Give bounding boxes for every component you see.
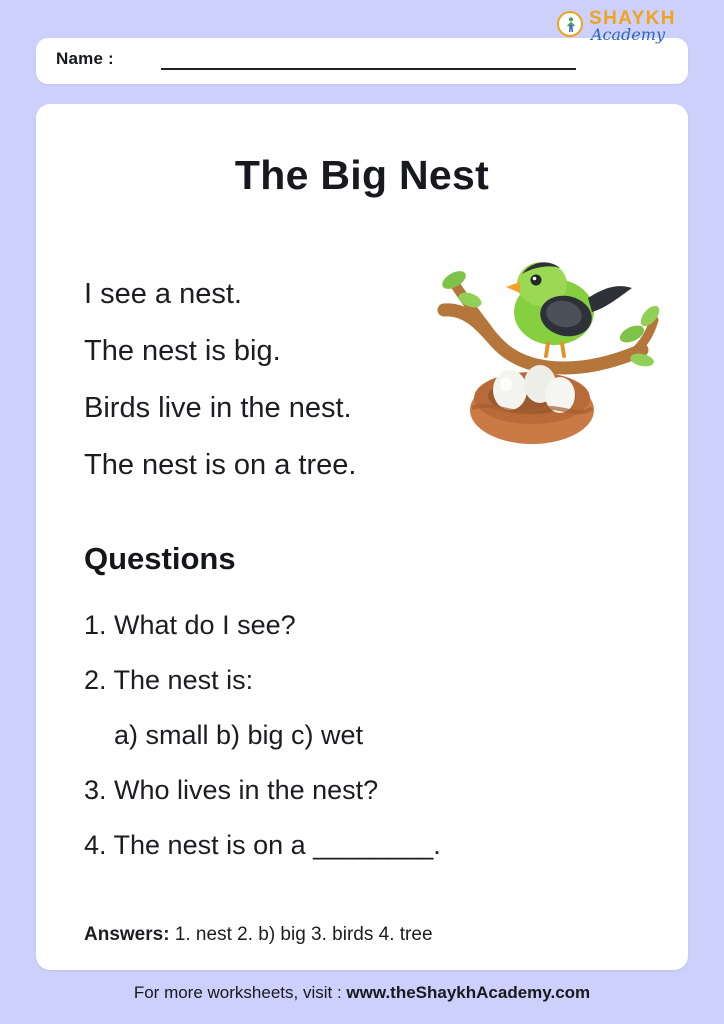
story-block [84,266,464,494]
story-line: Birds live in the nest. [84,392,352,424]
story-line: The nest is big. [84,335,281,367]
person-glyph-icon [565,17,577,33]
footer-text: For more worksheets, visit : [133,983,347,1002]
story-line: I see a nest. [84,278,242,310]
story-line: The nest is on a tree. [84,449,357,481]
question-item: 2. The nest is: [84,665,254,695]
name-label: Name : [56,49,114,68]
name-field-bar [36,38,688,84]
person-in-circle-icon [557,11,583,37]
footer [0,983,724,1003]
worksheet-card [36,104,688,970]
logo [557,6,702,42]
question-item: 1. What do I see? [84,610,296,640]
page-title: The Big Nest [234,152,490,198]
answers-text: 1. nest 2. b) big 3. birds 4. tree [174,924,433,945]
question-options: a) small b) big c) wet [114,720,364,750]
answers-row [84,924,433,946]
footer-site-link[interactable]: www.theShaykhAcademy.com [346,983,591,1002]
questions-list [84,598,644,873]
questions-heading: Questions [84,541,236,576]
answers-label: Answers: [84,924,170,945]
question-item: 3. Who lives in the nest? [84,775,379,805]
question-item: 4. The nest is on a ________. [84,830,441,860]
bird-on-branch-with-nest-illustration [436,250,666,470]
name-input[interactable] [161,68,576,70]
logo-text-sub: Academy [591,25,665,44]
logo-text-main: SHAYKH [589,8,676,29]
